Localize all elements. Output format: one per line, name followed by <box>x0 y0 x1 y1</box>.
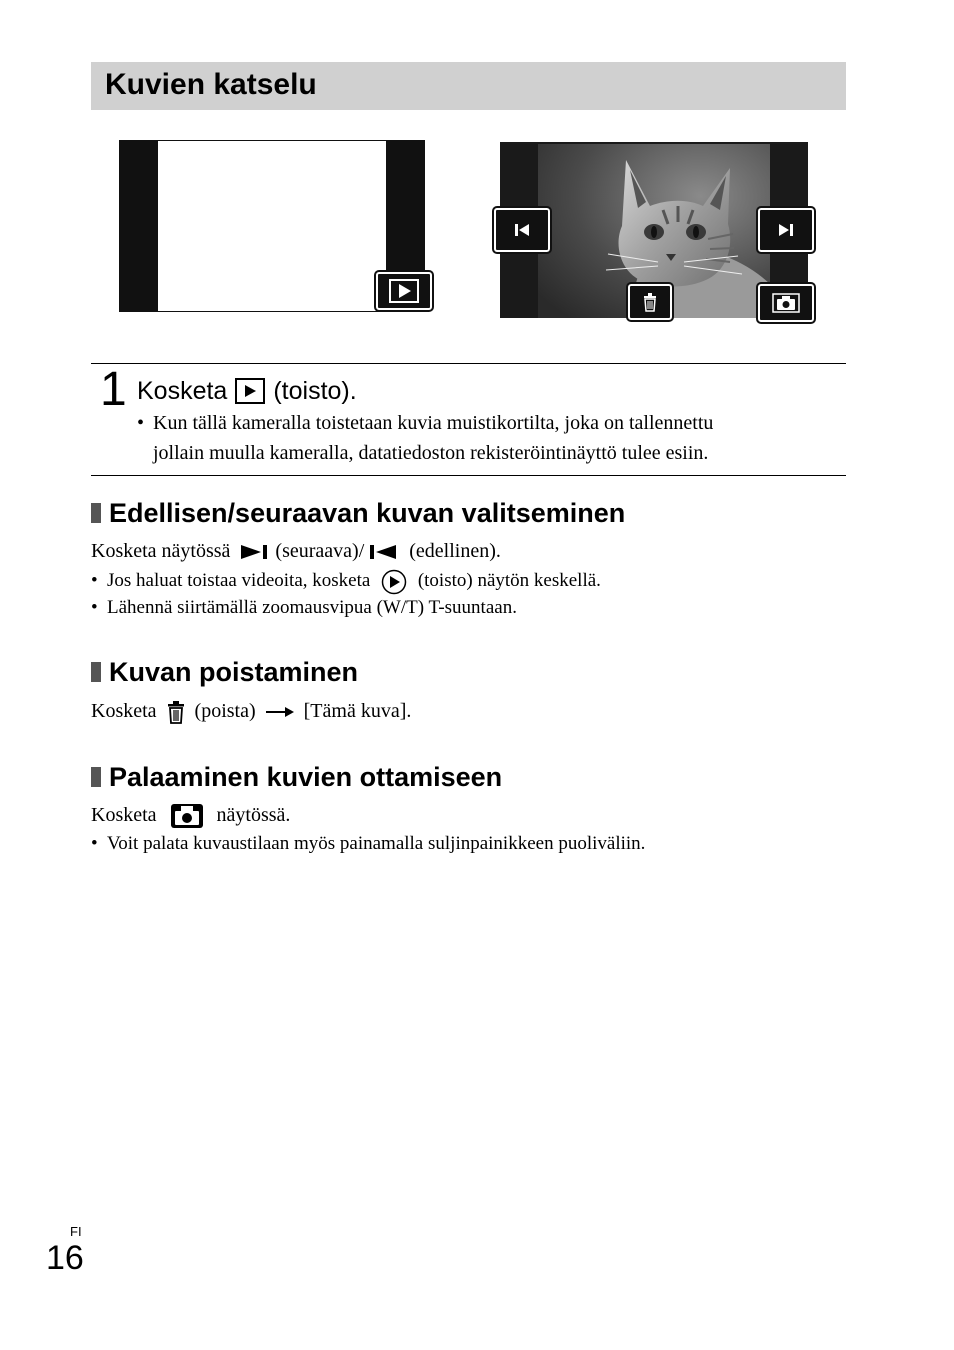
section-return-text-after: näytössä. <box>216 804 291 826</box>
section-delete-text-middle: (poista) <box>194 700 256 722</box>
playback-icon <box>389 279 419 303</box>
step-note-line2: jollain muulla kameralla, datatiedoston rekisteröintinäyttö tulee esiin. <box>153 442 709 464</box>
camera-icon <box>772 293 800 313</box>
heading-marker <box>91 662 101 682</box>
step-note-line1: Kun tällä kameralla toistetaan kuvia muistikortilta, joka on tallennettu <box>153 412 714 434</box>
section-return-text-before: Kosketa <box>91 804 157 826</box>
section-delete-text-after: [Tämä kuva]. <box>303 700 412 722</box>
section-return-bullet1: Voit palata kuvaustilaan myös painamalla suljinpainikkeen puoliväliin. <box>107 833 646 854</box>
next-button[interactable] <box>758 208 814 252</box>
previous-button[interactable] <box>494 208 550 252</box>
section-select-bullet2: Lähennä siirtämällä zoomausvipua (W/T) T-suuntaan. <box>107 597 517 618</box>
divider-bottom <box>91 475 846 476</box>
heading-marker <box>91 767 101 787</box>
page-number: 16 <box>46 1239 84 1277</box>
page-title: Kuvien katselu <box>105 68 317 101</box>
section-select-bullet1-after: (toisto) näytön keskellä. <box>417 570 601 591</box>
step-note-bullet: • <box>137 412 145 434</box>
section-select-text-middle: (seuraava)/ <box>275 540 365 562</box>
bullet-mark: • <box>91 570 98 591</box>
section-select-text-before: Kosketa näytössä <box>91 540 231 562</box>
section-heading-return <box>91 760 502 794</box>
play-circle-icon <box>381 569 407 595</box>
heading-marker <box>91 503 101 523</box>
playback-icon <box>235 378 265 404</box>
section-select-bullet1-before: Jos haluat toistaa videoita, kosketa <box>107 570 371 591</box>
delete-button[interactable] <box>628 284 672 320</box>
section-heading-delete-text: Kuvan poistaminen <box>109 657 359 687</box>
camera-icon <box>170 803 204 829</box>
next-icon <box>776 222 796 238</box>
previous-icon <box>512 222 532 238</box>
section-select-text <box>91 536 501 566</box>
step-label-after: (toisto). <box>273 377 357 405</box>
playback-button[interactable] <box>376 272 432 310</box>
language-code: FI <box>70 1224 82 1239</box>
step-number: 1 <box>100 363 127 416</box>
screen-illustration-playback <box>500 142 808 318</box>
divider-top <box>91 363 846 364</box>
arrow-right-icon <box>265 706 295 718</box>
trash-icon <box>642 292 658 312</box>
section-select-bullet1 <box>107 567 601 595</box>
camera-button[interactable] <box>758 284 814 322</box>
section-heading-select-text: Edellisen/seuraavan kuvan valitseminen <box>109 498 626 528</box>
screen-illustration-shooting <box>119 140 425 312</box>
section-return-text <box>91 800 290 830</box>
section-heading-select <box>91 496 625 530</box>
trash-icon <box>166 700 186 724</box>
section-select-text-after: (edellinen). <box>409 540 501 562</box>
next-icon <box>239 544 271 560</box>
bullet-mark: • <box>91 597 98 618</box>
section-heading-delete <box>91 655 358 689</box>
previous-icon <box>368 544 400 560</box>
section-heading-return-text: Palaaminen kuvien ottamiseen <box>109 762 503 792</box>
step-label-before: Kosketa <box>137 377 228 405</box>
section-delete-text <box>91 696 411 726</box>
step-instruction <box>137 375 357 407</box>
section-delete-text-before: Kosketa <box>91 700 157 722</box>
bullet-mark: • <box>91 833 98 854</box>
screen-blank-area <box>158 141 386 311</box>
